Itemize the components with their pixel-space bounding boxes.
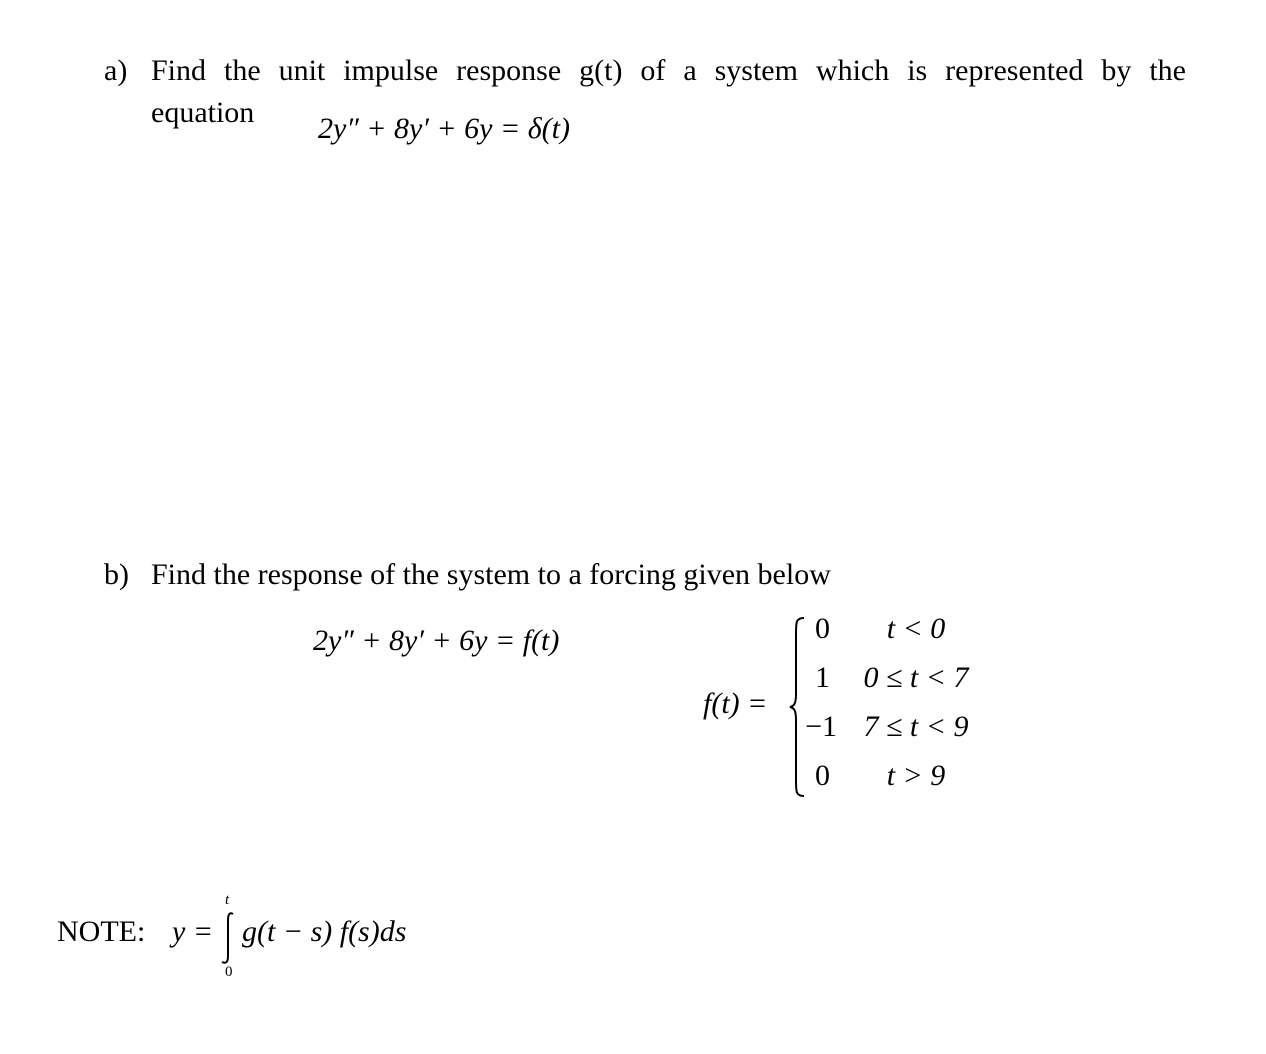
integral-lower-limit: 0 [225,964,233,980]
part-a-equation: 2y″ + 8y′ + 6y = δ(t) [318,112,570,145]
note-label: NOTE: [57,915,146,948]
part-a-label: a) [104,54,128,87]
case-value: 0 [815,759,830,792]
case-value: −1 [805,710,837,743]
case-condition: t > 9 [886,759,946,792]
part-a-question-line-1: Find the unit impulse response g(t) of a system which is represented by the [151,54,1186,87]
case-condition: 0 ≤ t < 7 [863,661,969,694]
case-condition: 7 ≤ t < 9 [863,710,969,743]
piecewise-lhs: f(t) = [703,687,768,720]
case-value: 0 [815,612,830,645]
part-b-equation: 2y″ + 8y′ + 6y = f(t) [313,624,560,657]
note-integrand: g(t − s) f(s)ds [242,915,407,948]
part-b-question: Find the response of the system to a forcing given below [151,558,831,591]
part-b-label: b) [104,558,129,591]
part-a-question-line-2: equation [151,96,255,129]
integral-upper-limit: t [225,892,230,908]
note-lhs: y = [172,915,214,948]
case-value: 1 [815,661,830,694]
case-condition: t < 0 [886,612,946,645]
integral-sign-icon [218,910,238,966]
